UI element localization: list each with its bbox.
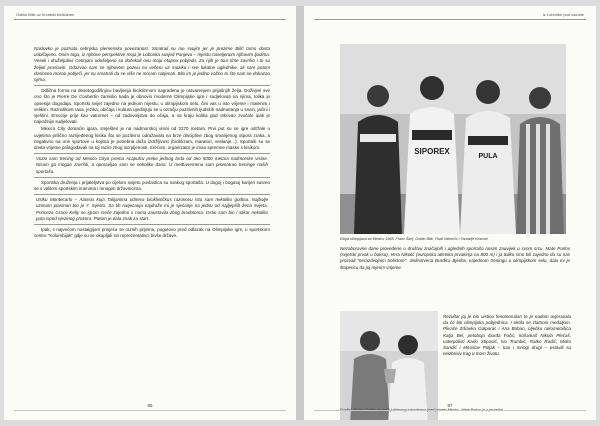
body-paragraph-2: Mexico City domaćin igara, smješten je na nadmorskoj visini od 2270 metara. Prvi put su se igre održale u uvjetima prilično razrijeđenog kisika što se pozitivno odražavalo na brze discipline zbog smanjenog otpora zraka, a negativno na one sportove u kojima je potrebna duža izdržljivost (biciklizam, maraton, veslanje...). Sportaši su se dosta vrijeme prilagođavali na toj razini zbog iscrpljenosti. Srećom, organizator je imao spremne maske s kisikom. (34, 126, 270, 151)
divider-rule (34, 177, 270, 178)
running-head-left: Ostilio Bilić uz hrvatski biciklizam (16, 12, 75, 17)
page-number-right: 87 (447, 403, 453, 408)
running-head-right: Iz Loborike pod oscotte (542, 12, 584, 17)
divider-rule (34, 194, 270, 195)
body-paragraph-3: Sportska druženja i prijateljstva po cijelom svijetu povlastica su svakog sportaša. U dugoj i bogatoj karijeri susreo se s velikim sportskim imenima i mnogim državnicima. (34, 179, 270, 192)
header-rule-left (14, 19, 286, 20)
left-text-column (34, 46, 270, 240)
quote-two: Ustku Montecarlo – Alassio koja Talijanima odneva biciklističkus razonovu istu sam nekoliko godina. Najbolje uzimam plasman bio je 7. mjesto. Sa tih natjecanja najdraže mi je sjećanje na jednu od najljepših žena svijeta. Princeza Grace Kelly se igrom sreće zajedno s nama zaustavila zbog brodoloma. Ostio sam bio i slikar nekoliko puta ispod njezinog prozora. Potom je dala znak za start. (36, 197, 268, 221)
body-paragraph-1: Odlična forma na desetogodišnjicu bavljenja biciklizmom nagrađena je ostvarenjem prijašnjih želja. Doživjeti sve ono što je Pierre De Coubertin zamislio kada je obnovio moderne Olimpijske igre i sudjelovati na njima, tolika je opsesija dogodaja. Sportski svijet zajedno na jednom mjestu, u olimpijskom selu, čini vas u isto vrijeme i malenim i velikim. Raznolikost rasa, jezika, običaja i kultura ujedinjuju se u ozračju pozitivnih ljudskih nadmetanja u snazi, jačini i vještini. Emocije prije kao vatromet – od zadovoljstva do očaja, a na kraju kolika god otkrivao zvučalo ipak je najvažnije sudjelovati. (34, 88, 270, 125)
right-page (304, 6, 596, 420)
jersey-label-2: PULA (478, 153, 498, 160)
intro-paragraph: Naslovko je poznata cetinjska plemenska povezanost. Smatrali su me svojim jer je prezime Bilić tamo dosta uobičajeno. Osim toga, iz njihove perspektive moja je Loborika susjed Panjevu – mjestu naseljenom njihovim ljudima. Veseli i druželjubivi Cetinjani odušeljeno su dočekali ovu moju etapnu pobjedu. Za njih je tour time završio i to su željeli proslaviti. Odazvao sam se njihovom pozivu na večeru uz muziku i sve lokalne uglednike, ali sam potom doslovno morao pobjeći, jer su smatrali da se više ne moram natjecati. Bilo im je jedino važno to što sam se dokazao njima. (34, 46, 270, 83)
footer-rule-left (14, 410, 286, 411)
jersey-label-1: SIPOREX (414, 147, 450, 156)
left-page (4, 6, 296, 420)
main-paragraph: Nezaboravne dane provedene u društvu značajnih i uglednih sportaša nosim zauvijek u svom srcu. Mate Parlov (svjetski prvak u boksu), Vera Nikolić (europska atletska prvakinja na 800 m) i ja toliko smo bili zajedno da su nas prozvali "nerazdvojnim trolistom". Jedinstvena Đurđica Bjedov, najednom treningu u olimpijskom selu, dala mi je štopericu da joj mjerim vrijeme. (340, 246, 570, 270)
footer-rule-right (314, 410, 586, 411)
photo-cyclists-illustration (340, 44, 566, 234)
book-gutter (296, 6, 304, 420)
photo-cyclists (340, 44, 566, 234)
page-number-left: 86 (147, 403, 153, 408)
side-paragraph: Rezultat joj je bio uistinu fenomenalan te je nadom uvjeravala da će biti olimpijska pobjednica. I oktila se zlatnom medaljom. Plivače Zdravka Galparac i Ana Boban, oljećku rukometašica Katja Bel, petoboja Đurđa Fočić, košarkaš Nikola Plećaš, vaterpolisti Karlo Stipanić, Ivo Trumbić, Ratko Rudić, Mirko Sandić i Miroslav Poljak – kao i mnogi drugi – ostavili su neizbrisiv trag u mom životu. (443, 314, 571, 357)
divider-rule (34, 153, 270, 154)
divider-rule (34, 224, 270, 225)
header-rule-right (314, 19, 586, 20)
quote-one: Vozio sam trening od Mexico Citya prema Acapulcu preko jednog brda od oko 5000 metara nadmorske visine. Nisam ga mogao završiti, a oporavljao sam se nekoliko dana. U međuvremenu sam promatrao treninge naših sportaša. (36, 156, 268, 174)
body-paragraph-4: Ipak, s najvećom nostalgijom prisjeća se raznih prijema, pogotovo pred odlazak na Olimpijske igre, u sportskom centru "Kolumbijak" gdje su se okupljali svi reprezentativci bivše države. (34, 227, 270, 239)
divider-rule (34, 85, 270, 86)
photo-caption-one: Ekipa olimpijaca za Mexico 1968. Franc Škrlj, Ostilio Bilić, Rudi Valenčić i Tanasije Kosović (340, 237, 489, 241)
